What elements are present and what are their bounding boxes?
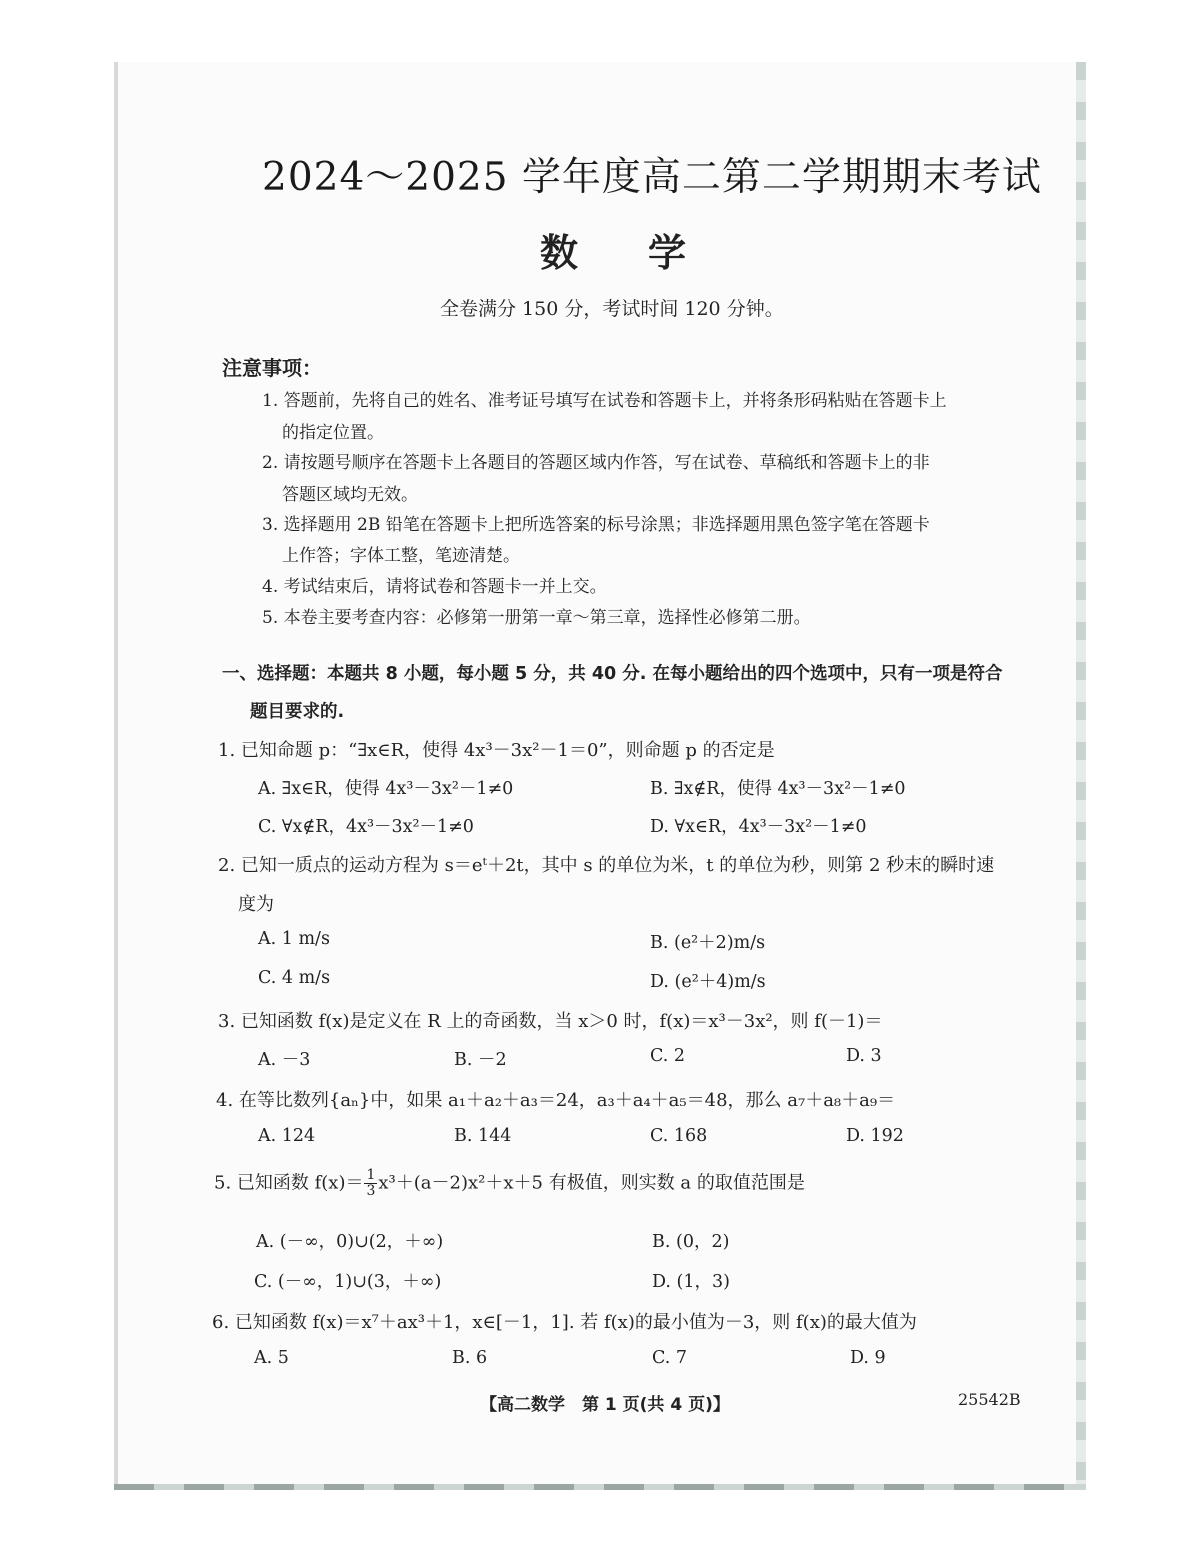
question-4-option-a: A. 124 <box>258 1126 316 1146</box>
question-1-stem: 1. 已知命题 p：“∃x∈R，使得 4x³－3x²－1＝0”，则命题 p 的否定是 <box>218 740 775 761</box>
question-3-option-b: B. －2 <box>454 1050 507 1070</box>
scan-edge-right <box>1076 62 1086 1488</box>
paper-code: 25542B <box>958 1390 1021 1409</box>
question-3-option-c: C. 2 <box>650 1046 686 1066</box>
score-time-line: 全卷满分 150 分，考试时间 120 分钟。 <box>440 298 784 320</box>
question-6-option-a: A. 5 <box>254 1348 289 1368</box>
question-3-stem: 3. 已知函数 f(x)是定义在 R 上的奇函数，当 x＞0 时，f(x)＝x³－3x²，则 f(－1)＝ <box>218 1011 883 1032</box>
question-2-option-c: C. 4 m/s <box>258 968 331 988</box>
question-1-option-c: C. ∀x∉R，4x³－3x²－1≠0 <box>258 817 474 837</box>
question-5-option-c: C. (－∞，1)∪(3，＋∞) <box>254 1272 442 1292</box>
question-4-option-b: B. 144 <box>454 1126 512 1146</box>
question-5-stem-suffix: x³＋(a－2)x²＋x＋5 有极值，则实数 a 的取值范围是 <box>378 1172 805 1194</box>
question-2-option-a: A. 1 m/s <box>258 929 330 949</box>
question-6-option-b: B. 6 <box>452 1348 488 1368</box>
question-2-option-d: D. (e²＋4)m/s <box>650 972 766 992</box>
page-footer-label: 【高二数学 第 1 页(共 4 页)】 <box>480 1395 730 1415</box>
scan-edge-bottom <box>114 1484 1086 1490</box>
fraction-denominator: 3 <box>366 1183 376 1199</box>
notice-item: 4. 考试结束后，请将试卷和答题卡一并上交。 <box>262 577 607 597</box>
section-heading: 一、选择题：本题共 8 小题，每小题 5 分，共 40 分. 在每小题给出的四个选项中，只有一项是符合 <box>222 664 1003 684</box>
question-5-stem <box>214 1168 805 1199</box>
question-1-option-d: D. ∀x∈R，4x³－3x²－1≠0 <box>650 817 867 837</box>
question-2-option-b: B. (e²＋2)m/s <box>650 933 766 953</box>
exam-title: 2024～2025 学年度高二第二学期期末考试 <box>262 155 1042 200</box>
question-4-stem: 4. 在等比数列{aₙ}中，如果 a₁＋a₂＋a₃＝24，a₃＋a₄＋a₅＝48，那么 a₇＋a₈＋a₉＝ <box>216 1090 896 1111</box>
section-heading-cont: 题目要求的. <box>250 702 345 722</box>
subject-title: 数学 <box>540 231 757 275</box>
question-1-option-a: A. ∃x∈R，使得 4x³－3x²－1≠0 <box>258 779 514 799</box>
notice-item: 答题区域均无效。 <box>282 485 418 505</box>
question-2-stem: 2. 已知一质点的运动方程为 s＝eᵗ＋2t，其中 s 的单位为米，t 的单位为秒，则第 2 秒末的瞬时速 <box>218 855 995 876</box>
fraction-numerator: 1 <box>366 1167 376 1183</box>
question-5-option-b: B. (0，2) <box>652 1232 730 1252</box>
question-6-option-d: D. 9 <box>850 1348 886 1368</box>
question-3-option-d: D. 3 <box>846 1046 882 1066</box>
notice-item: 的指定位置。 <box>282 423 384 443</box>
fraction-one-third <box>364 1168 377 1199</box>
question-4-option-d: D. 192 <box>846 1126 904 1146</box>
question-3-option-a: A. －3 <box>258 1050 311 1070</box>
notice-item: 2. 请按题号顺序在答题卡上各题目的答题区域内作答，写在试卷、草稿纸和答题卡上的非 <box>262 453 930 473</box>
notice-item: 上作答；字体工整，笔迹清楚。 <box>282 546 520 566</box>
question-5-option-d: D. (1，3) <box>652 1272 730 1292</box>
notice-item: 3. 选择题用 2B 铅笔在答题卡上把所选答案的标号涂黑；非选择题用黑色签字笔在答题卡 <box>262 515 930 535</box>
question-6-option-c: C. 7 <box>652 1348 688 1368</box>
question-4-option-c: C. 168 <box>650 1126 708 1146</box>
notice-item: 1. 答题前，先将自己的姓名、准考证号填写在试卷和答题卡上，并将条形码粘贴在答题卡上 <box>262 391 947 411</box>
question-6-stem: 6. 已知函数 f(x)＝x⁷＋ax³＋1，x∈[－1，1]. 若 f(x)的最小值为－3，则 f(x)的最大值为 <box>212 1312 917 1333</box>
question-5-stem-prefix: 5. 已知函数 f(x)＝ <box>214 1172 364 1194</box>
question-5-option-a: A. (－∞，0)∪(2，＋∞) <box>256 1232 444 1252</box>
question-2-stem-cont: 度为 <box>238 894 274 915</box>
notice-heading: 注意事项： <box>222 356 322 380</box>
notice-item: 5. 本卷主要考查内容：必修第一册第一章～第三章，选择性必修第二册。 <box>262 608 811 628</box>
question-1-option-b: B. ∃x∉R，使得 4x³－3x²－1≠0 <box>650 779 906 799</box>
